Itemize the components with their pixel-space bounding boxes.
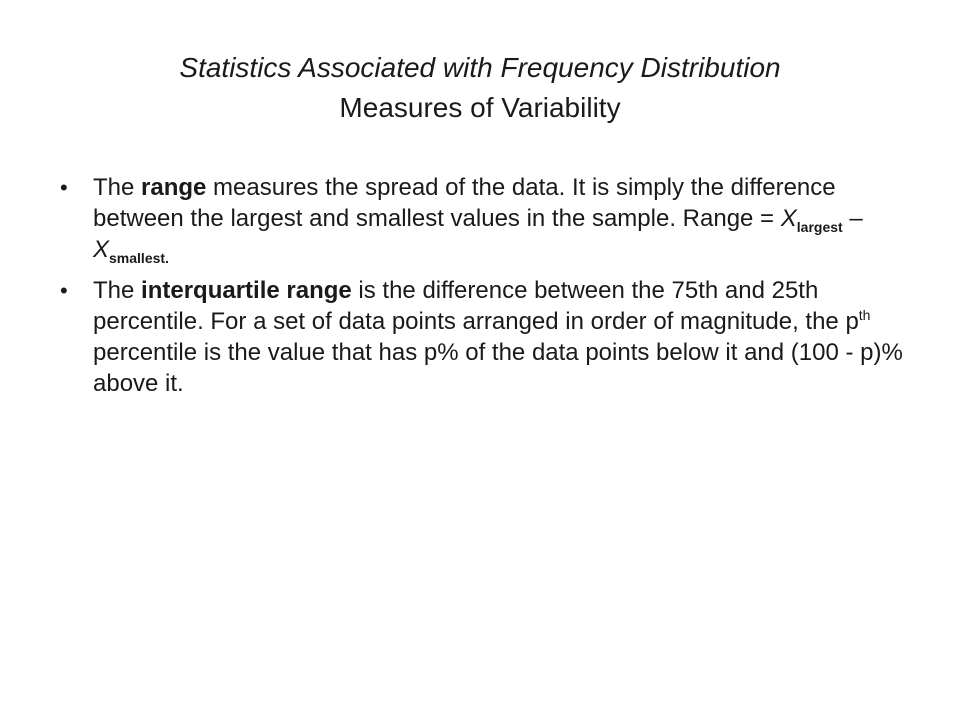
superscript-th: th xyxy=(858,307,871,323)
bullet-list xyxy=(58,172,918,409)
bullet-text: is the difference between the 75th and 25th percentile. For a set of data points arranged in order of magnitude, the p xyxy=(93,277,859,335)
x-smallest-symbol: X xyxy=(93,236,110,263)
bullet-intro: The xyxy=(93,174,142,201)
title-block xyxy=(60,48,900,128)
term-interquartile-range: interquartile range xyxy=(141,277,352,304)
slide-subtitle: Measures of Variability xyxy=(339,92,621,123)
bullet-icon: • xyxy=(60,278,68,303)
bullet-interquartile-range xyxy=(58,275,918,399)
bullet-text-after: percentile is the value that has p% of the data points below it and (100 - p)% above it. xyxy=(93,339,903,397)
minus-sign: – xyxy=(842,205,863,232)
x-largest-symbol: X xyxy=(780,205,797,232)
x-smallest-subscript: smallest. xyxy=(109,249,169,266)
bullet-intro: The xyxy=(93,277,142,304)
bullet-icon: • xyxy=(60,175,68,200)
bullet-range xyxy=(58,172,918,265)
slide-title: Statistics Associated with Frequency Distribution xyxy=(179,52,781,83)
term-range: range xyxy=(141,174,207,201)
x-largest-subscript: largest xyxy=(796,218,843,235)
bullet-text: measures the spread of the data. It is simply the difference between the largest and smallest values in the sample. Range = xyxy=(93,174,836,232)
